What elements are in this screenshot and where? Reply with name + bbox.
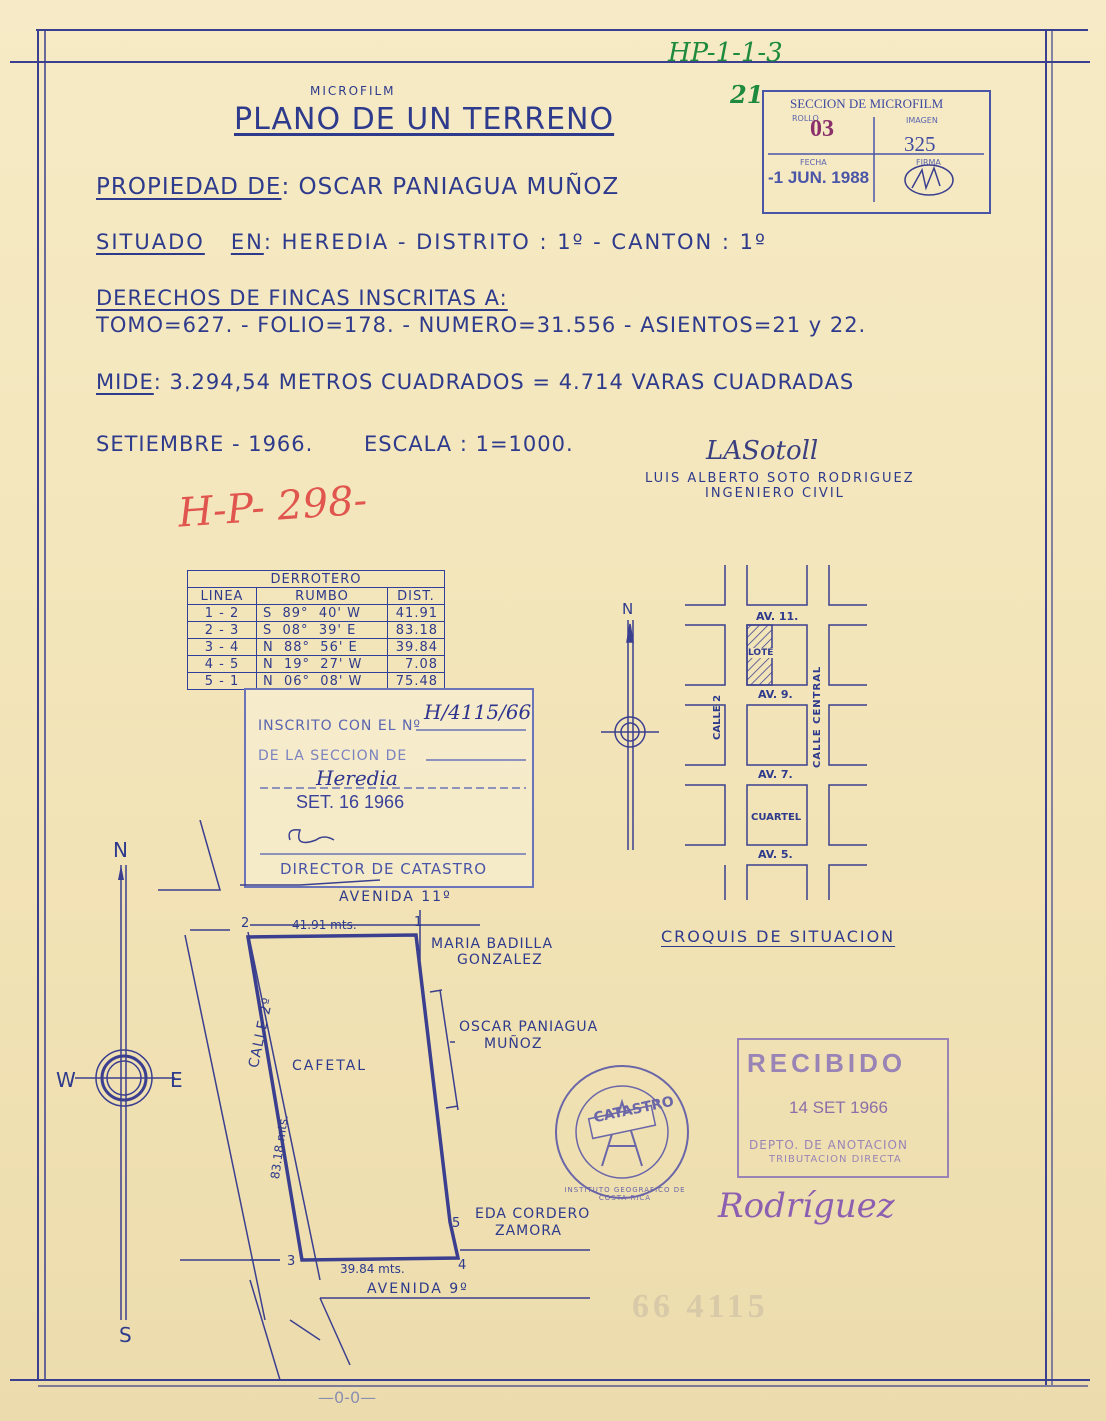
seal-outer: INSTITUTO GEOGRAFICO DE COSTA RICA <box>564 1186 686 1202</box>
label-av9: AV. 9. <box>758 688 793 701</box>
recibido-date: 14 SET 1966 <box>789 1098 888 1117</box>
date-line: SETIEMBRE - 1966. <box>96 432 314 456</box>
owner-label: PROPIEDAD DE <box>96 174 282 200</box>
table-cell: 41.91 <box>388 605 445 622</box>
table-cell: S 89° 40' W <box>257 605 388 622</box>
scale-line: ESCALA : 1=1000. <box>364 432 574 456</box>
derrotero-title: DERROTERO <box>188 571 445 588</box>
location-label-1: SITUADO <box>96 230 205 254</box>
derrotero-table <box>187 570 445 690</box>
point-3: 3 <box>287 1254 296 1269</box>
firma-label: FIRMA <box>916 158 941 167</box>
location-label-2: EN <box>230 230 264 254</box>
catastro-seal <box>552 1062 692 1202</box>
owner-name: : OSCAR PANIAGUA MUÑOZ <box>281 174 620 200</box>
table-cell: 2 - 3 <box>188 622 257 639</box>
point-5: 5 <box>452 1216 461 1231</box>
stamp-number: H/4115/66 <box>424 700 532 724</box>
croquis-north: N <box>622 600 634 618</box>
engineer-signature: LASotoll <box>706 436 819 466</box>
table-cell: 39.84 <box>388 639 445 656</box>
neighbor-se-1: EDA CORDERO <box>475 1206 591 1222</box>
compass-south: S <box>119 1323 132 1347</box>
table-row <box>188 605 445 622</box>
recibido-stamp <box>737 1038 949 1178</box>
table-row <box>188 673 445 690</box>
area-label: MIDE <box>96 370 154 394</box>
imagen-label: IMAGEN <box>906 116 938 125</box>
imagen-value: 325 <box>904 132 936 156</box>
bottom-signature: Rodríguez <box>718 1186 895 1226</box>
label-av7: AV. 7. <box>758 768 793 781</box>
compass-east: E <box>170 1068 183 1092</box>
avenida-top: AVENIDA 11º <box>339 889 452 905</box>
recibido-title: RECIBIDO <box>747 1048 907 1078</box>
recibido-dept: DEPTO. DE ANOTACION <box>749 1138 908 1152</box>
table-row <box>188 656 445 673</box>
table-cell: 3 - 4 <box>188 639 257 656</box>
table-cell: 83.18 <box>388 622 445 639</box>
dist-top: 41.91 mts. <box>292 918 357 932</box>
seal-center: CATASTRO <box>592 1093 676 1127</box>
location-value: : HEREDIA - DISTRITO : 1º - CANTON : 1º <box>263 230 767 254</box>
label-calle-central: CALLE CENTRAL <box>812 665 823 768</box>
rights-value: TOMO=627. - FOLIO=178. - NUMERO=31.556 - ASIENTOS=21 y 22. <box>96 313 867 337</box>
table-row <box>188 622 445 639</box>
label-lote: LOTE <box>748 648 774 658</box>
dist-left: 83.18 mts. <box>268 1113 291 1180</box>
neighbor-ne-1: MARIA BADILLA <box>431 936 554 952</box>
page-title: PLANO DE UN TERRENO <box>234 102 615 137</box>
microfilm-stamp-lines <box>764 92 989 212</box>
rollo-label: ROLLO <box>792 114 819 123</box>
area-line <box>96 370 854 394</box>
avenida-bottom: AVENIDA 9º <box>367 1281 469 1297</box>
point-1: 1 <box>414 915 423 930</box>
label-av5: AV. 5. <box>758 848 793 861</box>
microfilm-stamp <box>762 90 991 214</box>
stamp-footer: DIRECTOR DE CATASTRO <box>280 860 488 878</box>
table-cell: 1 - 2 <box>188 605 257 622</box>
owner-line <box>96 174 619 200</box>
handwritten-top-number: 21 <box>730 80 764 109</box>
stamp-date: SET. 16 1966 <box>296 792 405 812</box>
derrotero-header: LINEA <box>188 588 257 605</box>
stamp-line-1: INSCRITO CON EL Nº <box>258 718 422 734</box>
calle-label: CALLE 2º <box>246 995 277 1070</box>
neighbor-se-2: ZAMORA <box>495 1223 563 1239</box>
bottom-faint-number: 66 4115 <box>632 1288 769 1325</box>
handwritten-plan-code: H-P- 298- <box>176 477 369 537</box>
table-cell: S 08° 39' E <box>257 622 388 639</box>
neighbor-e-1: OSCAR PANIAGUA <box>459 1019 599 1035</box>
recibido-sub: TRIBUTACION DIRECTA <box>769 1154 902 1165</box>
handwritten-top-code: HP-1-1-3 <box>668 38 783 68</box>
table-cell: N 19° 27' W <box>257 656 388 673</box>
fecha-label: FECHA <box>800 158 827 167</box>
table-row <box>188 639 445 656</box>
point-4: 4 <box>458 1258 467 1273</box>
table-cell: N 06° 08' W <box>257 673 388 690</box>
area-value: : 3.294,54 METROS CUADRADOS = 4.714 VARAS CUADRADAS <box>153 370 855 394</box>
table-cell: 4 - 5 <box>188 656 257 673</box>
compass-north: N <box>113 838 128 862</box>
stamp-section: Heredia <box>316 766 398 790</box>
neighbor-ne-2: GONZALEZ <box>457 952 543 968</box>
point-2: 2 <box>241 916 250 931</box>
rights-label: DERECHOS DE FINCAS INSCRITAS A: <box>96 286 508 310</box>
derrotero-header: RUMBO <box>257 588 388 605</box>
microfilm-label: MICROFILM <box>310 84 396 98</box>
table-cell: 7.08 <box>388 656 445 673</box>
label-av11: AV. 11. <box>756 610 799 623</box>
fecha-value: -1 JUN. 1988 <box>768 168 870 187</box>
table-cell: 5 - 1 <box>188 673 257 690</box>
interior-label: CAFETAL <box>292 1058 368 1074</box>
dist-bottom: 39.84 mts. <box>340 1262 405 1276</box>
engineer-name: LUIS ALBERTO SOTO RODRIGUEZ <box>645 471 915 486</box>
label-calle2: CALLE 2 <box>712 694 723 740</box>
engineer-title: INGENIERO CIVIL <box>705 486 845 501</box>
compass-west: W <box>56 1068 76 1092</box>
neighbor-e-2: MUÑOZ <box>484 1036 543 1052</box>
croquis-map <box>595 560 885 905</box>
property-plan <box>50 820 610 1380</box>
rollo-value: 03 <box>810 116 834 142</box>
croquis-caption: CROQUIS DE SITUACION <box>661 927 896 946</box>
location-line <box>96 230 767 254</box>
derrotero-table-wrap <box>187 570 445 690</box>
label-cuartel: CUARTEL <box>751 812 802 823</box>
derrotero-header: DIST. <box>388 588 445 605</box>
footer-mark: —0-0— <box>318 1388 377 1407</box>
microfilm-stamp-heading: SECCION DE MICROFILM <box>790 96 944 111</box>
table-cell: N 88° 56' E <box>257 639 388 656</box>
stamp-line-2: DE LA SECCION DE <box>258 748 408 764</box>
table-cell: 75.48 <box>388 673 445 690</box>
